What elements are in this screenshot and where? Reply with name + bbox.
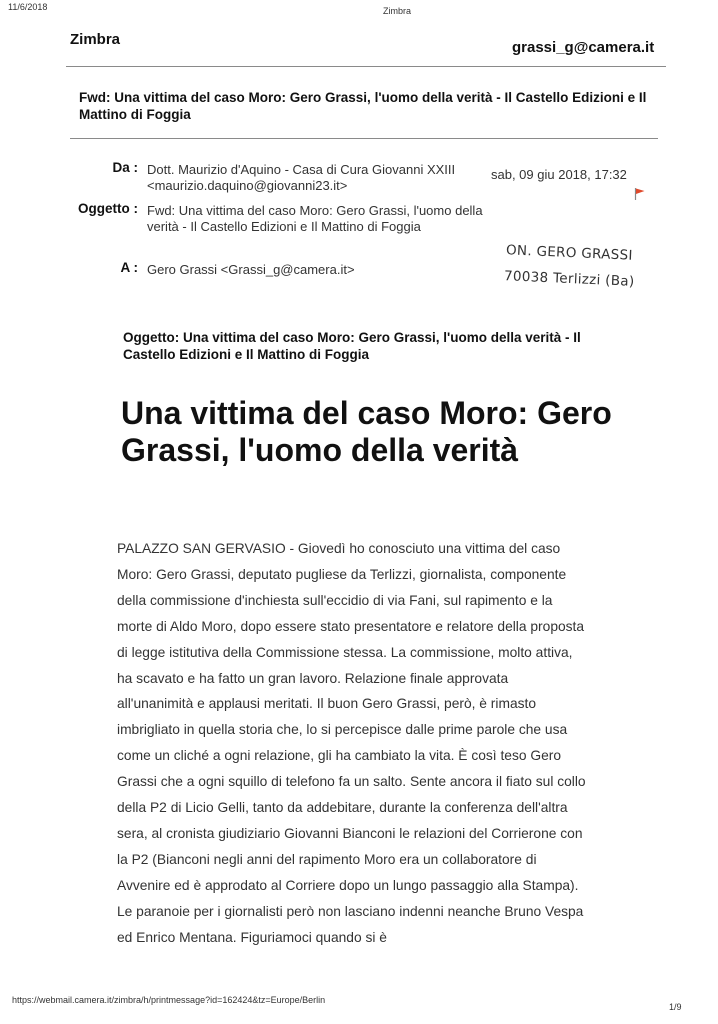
stamp-line-2: 70038 Terlizzi (Ba)	[503, 268, 635, 290]
body-subject: Oggetto: Una vittima del caso Moro: Gero Grassi, l'uomo della verità - Il Castello Edizioni e Il Mattino di Foggia	[123, 330, 581, 362]
article-title: Una vittima del caso Moro: Gero Grassi, l'uomo della verità	[121, 395, 612, 468]
header-divider	[66, 66, 666, 67]
app-name: Zimbra	[70, 31, 121, 48]
subject-value: Fwd: Una vittima del caso Moro: Gero Grassi, l'uomo della verità - Il Castello Edizioni e Il Mattino di Foggia	[147, 203, 483, 234]
subject-label: Oggetto :	[78, 201, 138, 216]
from-value: Dott. Maurizio d'Aquino - Casa di Cura Giovanni XXIII <maurizio.daquino@giovanni23.it>	[147, 162, 456, 193]
message-subject: Fwd: Una vittima del caso Moro: Gero Grassi, l'uomo della verità - Il Castello Edizioni e Il Mattino di Foggia	[79, 90, 647, 122]
flag-icon[interactable]	[634, 187, 646, 206]
to-value: Gero Grassi <Grassi_g@camera.it>	[147, 262, 355, 277]
print-date: 11/6/2018	[8, 2, 48, 12]
page-number: 1/9	[669, 1002, 682, 1012]
account-email: grassi_g@camera.it	[512, 39, 655, 56]
message-date: sab, 09 giu 2018, 17:32	[491, 167, 627, 182]
stamp-line-1: ON. GERO GRASSI	[505, 242, 634, 264]
subject-divider	[70, 138, 658, 139]
from-label: Da :	[112, 160, 138, 175]
article-body: PALAZZO SAN GERVASIO - Giovedì ho conosciuto una vittima del caso Moro: Gero Grassi, deputato pugliese da Terlizzi, giornalista, componente della commissione d'inchiesta sull'eccidio di via Fani, sul rapimento e la morte di Aldo Moro, dopo essere stato presentatore e relatore della proposta di legge istitutiva della Commissione stessa. La commissione, molto attiva, ha scavato e ha fatto un gran lavoro. Relazione finale approvata all'unanimità e applausi meritati. Il buon Gero Grassi, però, è rimasto imbrigliato in quella storia che, lo si percepisce dalle prime parole che usa come un cliché a ogni relazione, gli ha cambiato la vita. È così teso Gero Grassi che a ogni squillo di telefono fa un salto. Sente ancora il fiato sul collo della P2 di Licio Gelli, tanto da addebitare, durante la conferenza dell'altra sera, al cronista giudiziario Giovanni Bianconi le relazioni del Corrierone con la P2 (Bianconi negli anni del rapimento Moro era un collaboratore di Avvenire ed è approdato al Corriere dopo un lungo passaggio alla Stampa). Le paranoie per i giornalisti però non lasciano indenni neanche Bruno Vespa ed Enrico Mentana. Figuriamoci quando si è	[117, 541, 586, 945]
print-title: Zimbra	[383, 6, 412, 16]
to-label: A :	[120, 260, 138, 275]
footer-url: https://webmail.camera.it/zimbra/h/printmessage?id=162424&tz=Europe/Berlin	[12, 995, 326, 1005]
